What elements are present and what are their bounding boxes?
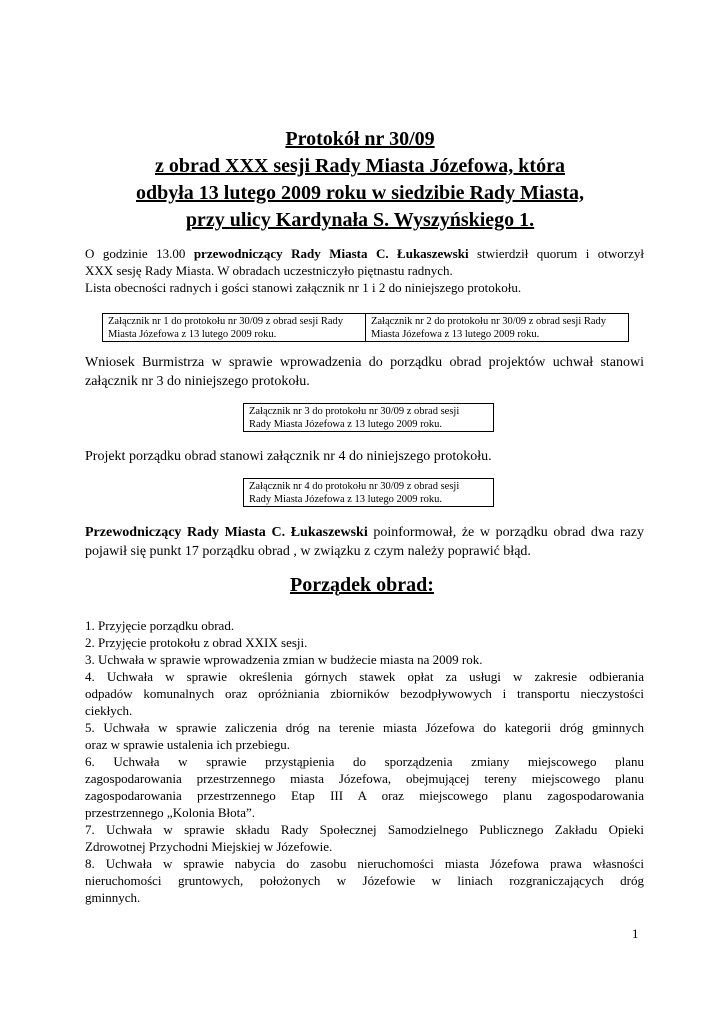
agenda-heading <box>0 574 724 597</box>
attachment-1-line-2: Miasta Józefowa z 13 lutego 2009 roku. <box>108 329 277 340</box>
chair-note-line-2: pojawił się punkt 17 porządku obrad , w związku z czym należy poprawić błąd. <box>85 544 531 559</box>
agenda-item-3 <box>85 651 644 668</box>
agenda-item-8-line-3: gminnych. <box>85 890 141 905</box>
attachment-1-line-1: Załącznik nr 1 do protokołu nr 30/09 z obrad sesji Rady <box>108 316 344 327</box>
motion-line-1: Wniosek Burmistrza w sprawie wprowadzenia do porządku obrad projektów uchwał stanowi <box>85 355 644 370</box>
agenda-item-7 <box>85 821 644 855</box>
attachment-3-line-2: Rady Miasta Józefowa z 13 lutego 2009 roku. <box>249 419 443 430</box>
agenda-item-6 <box>85 753 644 821</box>
agenda-item-2-text: 2. Przyjęcie protokołu z obrad XXIX sesji. <box>85 635 308 650</box>
intro-line-1 <box>85 245 644 262</box>
attachment-2-line-2: Miasta Józefowa z 13 lutego 2009 roku. <box>371 329 540 340</box>
attachment-4-box <box>243 478 494 507</box>
agenda-item-2 <box>85 634 644 651</box>
attachments-1-2-row <box>102 313 629 342</box>
chair-note-name: Przewodniczący Rady Miasta C. Łukaszewski <box>85 525 368 540</box>
title-line-1: Protokół nr 30/09 <box>285 128 435 150</box>
agenda-item-1 <box>85 617 644 634</box>
intro-line-3: Lista obecności radnych i gości stanowi załącznik nr 1 i 2 do niniejszego protokołu. <box>85 280 522 295</box>
intro-prefix: O godzinie 13.00 <box>85 246 194 261</box>
project-line: Projekt porządku obrad stanowi załącznik nr 4 do niniejszego protokołu. <box>85 449 492 464</box>
agenda-item-7-line-1: 7. Uchwała w sprawie składu Rady Społecznej Samodzielnego Publicznego Zakładu Opieki <box>85 822 644 837</box>
attachment-1-box <box>102 313 366 342</box>
agenda-item-6-line-1: 6. Uchwała w sprawie przystąpienia do sporządzenia zmiany miejscowego planu <box>85 754 644 769</box>
attachment-3-line-1: Załącznik nr 3 do protokołu nr 30/09 z obrad sesji <box>249 406 460 417</box>
agenda-item-8 <box>85 855 644 906</box>
intro-chair-name: przewodniczący Rady Miasta C. Łukaszewski <box>193 246 469 261</box>
agenda-item-4 <box>85 668 644 719</box>
agenda-item-6-line-2: zagospodarowania przestrzennego miasta Józefowa, obejmującej tereny miejscowego planu <box>85 771 644 786</box>
agenda-item-5 <box>85 719 644 753</box>
project-paragraph <box>85 447 644 466</box>
attachment-3-box <box>243 403 494 432</box>
agenda-item-4-line-3: ciekłych. <box>85 703 133 718</box>
title-line-3: odbyła 13 lutego 2009 roku w siedzibie Rady Miasta, <box>136 182 584 204</box>
title-line-4: przy ulicy Kardynała S. Wyszyńskiego 1. <box>185 209 535 231</box>
intro-line-2: XXX sesję Rady Miasta. W obradach uczestniczyło piętnastu radnych. <box>85 263 453 278</box>
agenda-item-6-line-3: zagospodarowania przestrzennego Etap III A oraz miejscowego planu zagospodarowania <box>85 788 644 803</box>
motion-paragraph <box>85 353 644 391</box>
agenda-item-4-line-1: 4. Uchwała w sprawie określenia górnych stawek opłat za usługi w zakresie odbierania <box>85 669 644 684</box>
agenda-item-1-text: 1. Przyjęcie porządku obrad. <box>85 618 235 633</box>
chair-note-paragraph <box>85 523 644 561</box>
agenda-item-6-line-4: przestrzennego „Kolonia Błota”. <box>85 805 256 820</box>
agenda-item-5-line-2: oraz w sprawie ustalenia ich przebiegu. <box>85 737 291 752</box>
agenda-list <box>85 617 644 906</box>
agenda-item-4-line-2: odpadów komunalnych oraz opróżniania zbiorników bezodpływowych i transportu nieczystości <box>85 686 644 701</box>
attachment-4-line-2: Rady Miasta Józefowa z 13 lutego 2009 roku. <box>249 494 443 505</box>
title-line-2: z obrad XXX sesji Rady Miasta Józefowa, która <box>155 155 565 177</box>
attachment-4-line-1: Załącznik nr 4 do protokołu nr 30/09 z obrad sesji <box>249 481 460 492</box>
agenda-item-3-text: 3. Uchwała w sprawie wprowadzenia zmian w budżecie miasta na 2009 rok. <box>85 652 483 667</box>
motion-line-2: załącznik nr 3 do niniejszego protokołu. <box>85 374 310 389</box>
intro-paragraph <box>85 245 644 296</box>
chair-note-rest: poinformował, że w porządku obrad dwa razy <box>367 525 644 540</box>
agenda-item-8-line-1: 8. Uchwała w sprawie nabycia do zasobu nieruchomości miasta Józefowa prawa własności <box>85 856 644 871</box>
agenda-item-5-line-1: 5. Uchwała w sprawie zaliczenia dróg na terenie miasta Józefowa do kategorii dróg gminnych <box>85 720 644 735</box>
agenda-item-7-line-2: Zdrowotnej Przychodni Miejskiej w Józefowie. <box>85 839 333 854</box>
attachment-2-box <box>366 313 629 342</box>
agenda-item-8-line-2: nieruchomości gruntowych, położonych w Józefowie w liniach rozgraniczających dróg <box>85 873 644 888</box>
chair-note-line-1 <box>85 523 644 542</box>
document-title <box>60 126 660 234</box>
intro-suffix: stwierdził quorum i otworzył <box>468 246 644 261</box>
page-number: 1 <box>632 926 639 941</box>
agenda-heading-text: Porządek obrad: <box>290 574 434 596</box>
attachment-2-line-1: Załącznik nr 2 do protokołu nr 30/09 z obrad sesji Rady <box>371 316 607 327</box>
